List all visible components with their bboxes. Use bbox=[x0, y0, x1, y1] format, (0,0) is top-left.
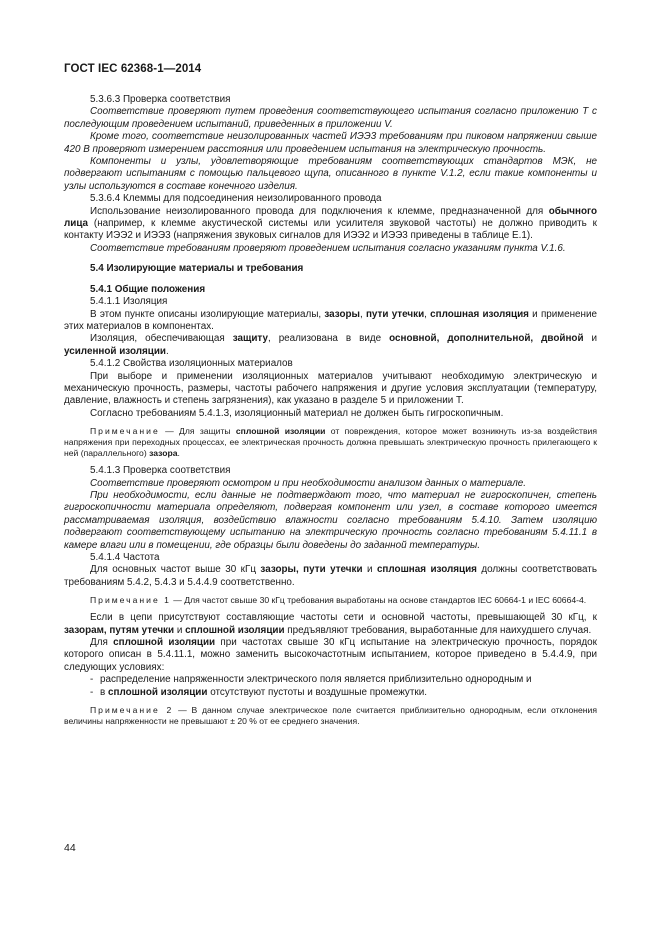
term-bold: сплошной изоляции bbox=[108, 686, 208, 698]
paragraph bbox=[64, 206, 597, 243]
note-2 bbox=[64, 705, 597, 727]
paragraph: При необходимости, если данные не подтверждают того, что материал не гигроскопичен, степень гигроскопичности материала определяют, подвергая компонент или узел, в составе которого имеется рассматриваемая изоляция, воздействию влажности согласно требованиям 5.4.10. Затем изоляцию подвергают соответствующему испытанию на электрическую прочность согласно требованиям 5.4.11.1 в камере влаги или в помещении, где образцы были доведены до заданной температуры. bbox=[64, 489, 597, 551]
heading-5-4-1-1: 5.4.1.1 Изоляция bbox=[90, 296, 168, 308]
term-bold: пути утечки bbox=[365, 308, 425, 320]
text-run: и применение этих материалов в компонентах. bbox=[64, 308, 597, 332]
text-run: (например, к клемме акустической системы или усилителя звуковой частоты) не должно приводить к контакту ИЭЭ2 и ИЭЭ3 (напряжения звуковых сигналов для ИЭЭ2 и ИЭЭ3 приведены в таблице Е.1). bbox=[64, 218, 597, 242]
heading-5-4: 5.4 Изолирующие материалы и требования bbox=[90, 263, 304, 275]
paragraph bbox=[64, 564, 597, 589]
term-bold: сплошной изоляции bbox=[235, 426, 326, 437]
paragraph: Соответствие проверяют путем проведения соответствующего испытания согласно приложению Т с последующим проведением испытаний, приведенных в приложении V. bbox=[64, 106, 597, 130]
heading-5-4-1-2: 5.4.1.2 Свойства изоляционных материалов bbox=[90, 358, 293, 370]
text-run: , реализована в виде bbox=[267, 333, 390, 345]
text-run: Если в цепи присутствуют составляющие частоты сети и основной частоты, превышающей 30 кГц, к bbox=[90, 612, 597, 624]
text-run: — В данном случае электрическое поле считается приблизительно однородным, если отклонения величины напряженности не превышают ± 20 % от ее среднего значения. bbox=[64, 705, 597, 727]
paragraph: Согласно требованиям 5.4.1.3, изоляционный материал не должен быть гигроскопичным. bbox=[90, 407, 504, 419]
term-bold: зазоры, пути утечки bbox=[260, 564, 363, 576]
text-run: Использование неизолированного провода для подключения к клемме, предназначенной для bbox=[90, 205, 549, 217]
text-run: В этом пункте описаны изолирующие материалы, bbox=[90, 308, 325, 320]
term-bold: зазорам, путям утечки bbox=[64, 624, 175, 636]
paragraph: Соответствие проверяют осмотром и при необходимости анализом данных о материале. bbox=[90, 477, 526, 489]
heading-5-4-1-4: 5.4.1.4 Частота bbox=[90, 552, 160, 563]
text-run: — Для частот свыше 30 кГц требования выработаны на основе стандартов IEC 60664-1 и IEC 60664-4. bbox=[170, 595, 587, 606]
term-bold: обычного лица bbox=[64, 205, 597, 230]
paragraph: Соответствие требованиям проверяют проведением испытания согласно указаниям пункта V.1.6. bbox=[90, 242, 566, 254]
text-run: отсутствуют пустоты и воздушные промежутки. bbox=[207, 686, 427, 698]
note-label: Примечание 1 bbox=[90, 595, 171, 606]
paragraph: Компоненты и узлы, удовлетворяющие требованиям соответствующих стандартов МЭК, не подвергают испытаниям с помощью пальцевого щупа, описанного в пункте V.1.2, если такие компоненты и узлы используются в составе конечного изделия. bbox=[64, 156, 597, 192]
text-run: . bbox=[177, 448, 180, 459]
text-run: в bbox=[100, 686, 108, 698]
text-run: и bbox=[362, 564, 377, 576]
paragraph bbox=[64, 637, 597, 674]
term-bold: сплошной изоляции bbox=[113, 637, 216, 649]
paragraph: При выборе и применении изоляционных материалов учитывают необходимую электрическую и механическую прочность, размеры, частоты рабочего напряжения и другие условия эксплуатации (температуру, давление, влажность и степень загрязнения), как указано в разделе 5 и приложении Т. bbox=[64, 370, 597, 407]
page-number: 44 bbox=[64, 842, 76, 854]
text-run: должны соответствовать требованиям 5.4.2, 5.4.3 и 5.4.4.9 соответственно. bbox=[64, 564, 597, 588]
heading-5-4-1-3: 5.4.1.3 Проверка соответствия bbox=[90, 465, 231, 477]
conditions-list bbox=[64, 674, 597, 699]
term-bold: сплошная изоляция bbox=[376, 564, 477, 576]
term-bold: зазоры bbox=[324, 308, 360, 320]
paragraph: Кроме того, соответствие неизолированных частей ИЭЭ3 требованиям при пиковом напряжении свыше 420 В проверяют измерением расстояния или проведением испытания на электрическую прочность. bbox=[64, 131, 597, 155]
text-run: от повреждения, которое может возникнуть из-за воздействия напряжения при переходных процессах, ее электрическая прочность должна превышать электрическую прочность прилегающего к ней (параллельного) bbox=[64, 426, 597, 459]
note-label: Примечание bbox=[90, 426, 160, 437]
paragraph bbox=[64, 309, 597, 334]
text-run: Для bbox=[90, 637, 114, 649]
heading-5-4-1: 5.4.1 Общие положения bbox=[90, 283, 206, 295]
note-1 bbox=[64, 595, 597, 606]
heading-5-3-6-4: 5.3.6.4 Клеммы для подсоединения неизолированного провода bbox=[90, 193, 382, 205]
text-run: и bbox=[583, 333, 597, 345]
text-run: предъявляют требования, выработанные для наихудшего случая. bbox=[284, 624, 592, 636]
text-run: . bbox=[165, 345, 169, 357]
text-run: , bbox=[359, 308, 366, 320]
list-item bbox=[90, 687, 597, 699]
text-run: Для основных частот выше 30 кГц bbox=[90, 564, 261, 576]
term-bold: сплошной изоляции bbox=[185, 624, 285, 636]
term-bold: зазора bbox=[149, 448, 178, 459]
page-content bbox=[64, 94, 597, 733]
term-bold: защиту bbox=[232, 333, 268, 345]
note-label: Примечание 2 bbox=[90, 705, 174, 716]
paragraph bbox=[64, 612, 597, 637]
list-item: - распределение напряженности электрического поля является приблизительно однородным и bbox=[90, 674, 597, 686]
text-run: , bbox=[424, 308, 431, 320]
term-bold: основной, дополнительной, двойной bbox=[389, 333, 584, 345]
text-run: — Для защиты bbox=[159, 426, 236, 437]
term-bold: сплошная изоляция bbox=[430, 308, 529, 320]
term-bold: усиленной изоляции bbox=[64, 345, 166, 357]
paragraph bbox=[64, 333, 597, 358]
page-header: ГОСТ IEC 62368-1—2014 bbox=[64, 63, 202, 75]
text-run: Изоляция, обеспечивающая bbox=[90, 333, 233, 345]
note bbox=[64, 426, 597, 459]
heading-5-3-6-3: 5.3.6.3 Проверка соответствия bbox=[90, 94, 231, 105]
text-run: и bbox=[174, 624, 186, 636]
text-run: при частотах свыше 30 кГц испытание на электрическую прочность, порядок которого описан в 5.4.11.1, можно заменить высокочастотным испытанием, которое приведено в 5.4.4.9, при следующих условиях: bbox=[64, 637, 597, 673]
